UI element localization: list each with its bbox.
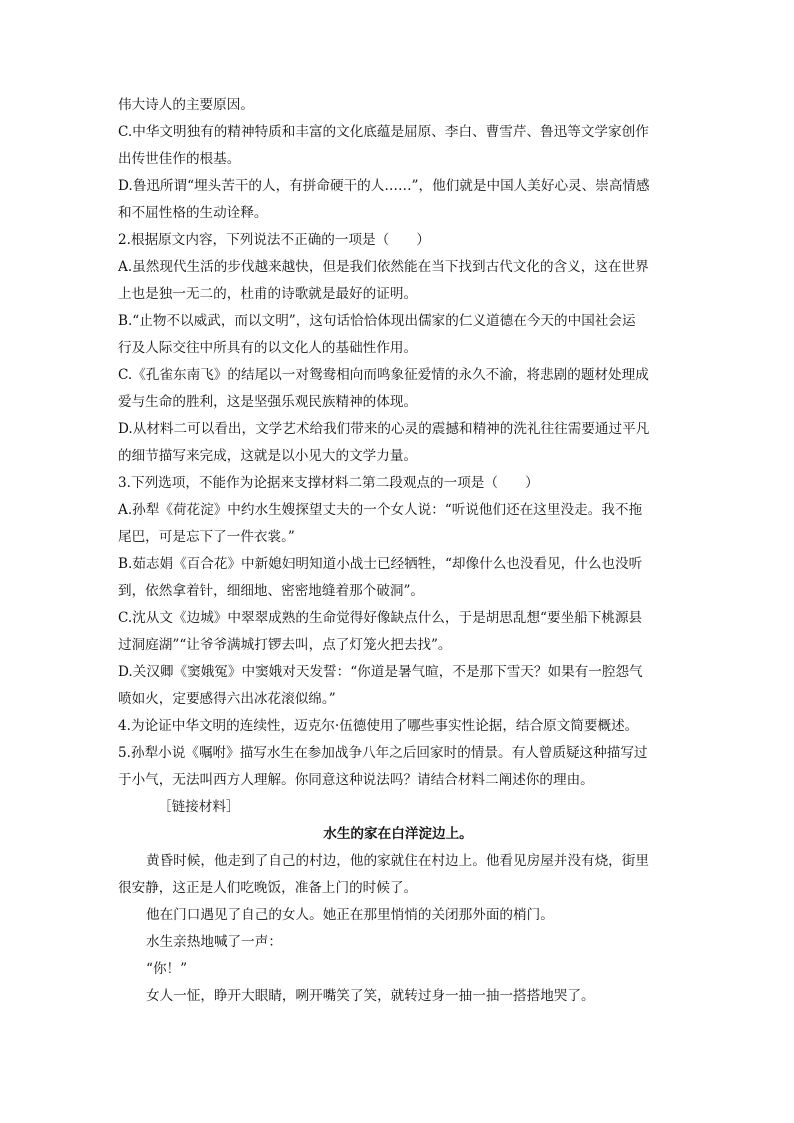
- text-line: D.从材料二可以看出，文学艺术给我们带来的心灵的震撼和精神的洗礼往往需要通过平凡: [118, 421, 650, 437]
- text-line: C.沈从文《边城》中翠翠成熟的生命觉得好像缺点什么，于是胡思乱想“要坐船下桃源县: [118, 610, 643, 626]
- text-line: D.鲁迅所谓“埋头苦干的人，有拼命硬干的人……”，他们就是中国人美好心灵、崇高情感: [118, 178, 650, 194]
- text-line: 上也是独一无二的，杜甫的诗歌就是最好的证明。: [118, 286, 418, 302]
- text-line: 伟大诗人的主要原因。: [118, 97, 254, 113]
- text-line: 他在门口遇见了自己的女人。她正在那里悄悄的关闭那外面的梢门。: [146, 907, 554, 923]
- text-line: 尾巴，可是忘下了一件衣裳。”: [118, 529, 295, 545]
- text-line: 5.孙犁小说《嘱咐》描写水生在参加战争八年之后回家时的情景。有人曾质疑这种描写过: [118, 745, 648, 761]
- text-line: ［链接材料］: [158, 799, 240, 815]
- document-body: [118, 92, 678, 1010]
- text-line: “你！”: [146, 961, 188, 977]
- text-line: 于小气，无法叫西方人理解。你同意这种说法吗？请结合材料二阐述你的理由。: [118, 772, 594, 788]
- text-line: A.孙犁《荷花淀》中约水生嫂探望丈夫的一个女人说：“听说他们还在这里没走。我不拖: [118, 502, 643, 518]
- text-line: B.茹志娟《百合花》中新媳妇明知道小战士已经牺牲，“却像什么也没看见，什么也没听: [118, 556, 643, 572]
- text-line: C.中华文明独有的精神特质和丰富的文化底蕴是屈原、李白、曹雪芹、鲁迅等文学家创作: [118, 124, 649, 140]
- text-line: 行及人际交往中所具有的以文化人的基础性作用。: [118, 340, 418, 356]
- text-line: 过洞庭湖”“让爷爷满城打锣去叫，点了灯笼火把去找”。: [118, 637, 452, 653]
- text-line: 出传世佳作的根基。: [118, 151, 241, 167]
- text-line: 很安静，这正是人们吃晚饭，准备上门的时候了。: [118, 880, 418, 896]
- text-line: 女人一怔，睁开大眼睛，咧开嘴笑了笑，就转过身一抽一抽一搭搭地哭了。: [146, 988, 595, 1004]
- section-heading: 水生的家在白洋淀边上。: [323, 826, 473, 842]
- text-line: 和不屈性格的生动诠释。: [118, 205, 268, 221]
- text-line: A.虽然现代生活的步伐越来越快，但是我们依然能在当下找到古代文化的含义，这在世界: [118, 259, 649, 275]
- text-line: 4.为论证中华文明的连续性，迈克尔·伍德使用了哪些事实性论据，结合原文简要概述。: [118, 718, 639, 734]
- text-line: D.关汉卿《窦娥冤》中窦娥对天发誓：“你道是暑气暄，不是那下雪天？如果有一腔怨气: [118, 664, 643, 680]
- text-line: C.《孔雀东南飞》的结尾以一对鸳鸯相向而鸣象征爱情的永久不渝，将悲剧的题材处理成: [118, 367, 649, 383]
- text-line: 爱与生命的胜利，这是坚强乐观民族精神的体现。: [118, 394, 418, 410]
- text-line: 黄昏时候，他走到了自己的村边，他的家就住在村边上。他看见房屋并没有烧，街里: [146, 853, 649, 869]
- text-line: 的细节描写来完成，这就是以小见大的文学力量。: [118, 448, 418, 464]
- text-line: 到，依然拿着针，细细地、密密地缝着那个破洞”。: [118, 583, 425, 599]
- text-line: 3.下列选项，不能作为论据来支撑材料二第二段观点的一项是（ ）: [118, 475, 539, 491]
- text-line: B.“止物不以威武，而以文明”，这句话恰恰体现出儒家的仁义道德在今天的中国社会运: [118, 313, 636, 329]
- text-line: 2.根据原文内容，下列说法不正确的一项是（ ）: [118, 232, 431, 248]
- text-line: 水生亲热地喊了一声：: [146, 934, 282, 950]
- text-line: 喷如火，定要感得六出冰花滚似绵。”: [118, 691, 336, 707]
